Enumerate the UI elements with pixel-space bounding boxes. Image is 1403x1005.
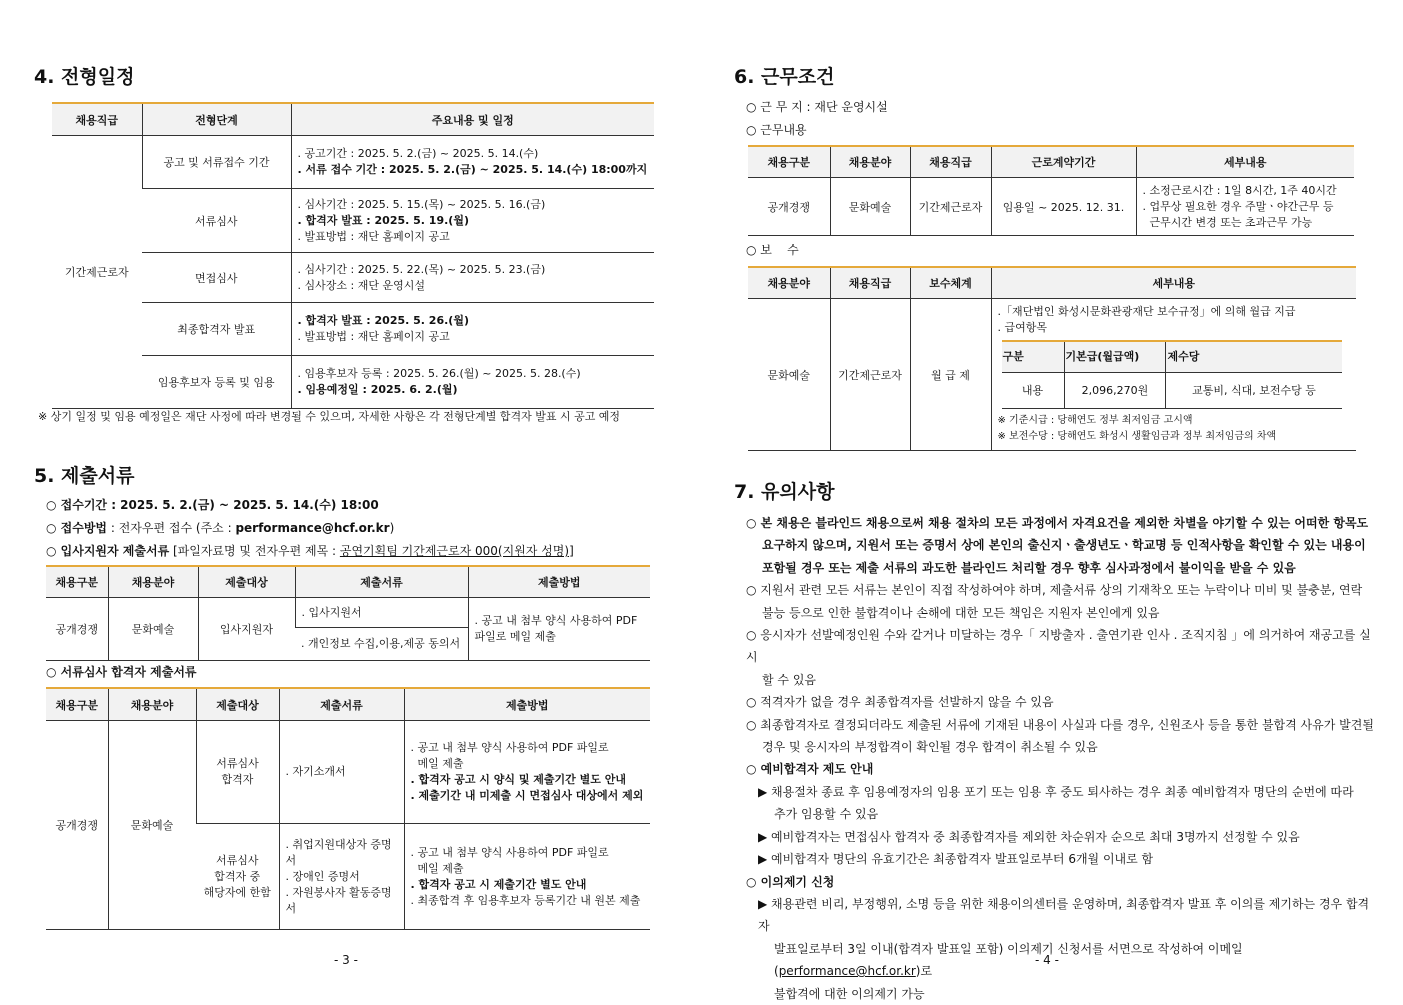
pay-header-details: 세부내용 — [991, 267, 1356, 299]
schedule-line: . 발표방법 : 재단 홈페이지 공고 — [297, 330, 450, 343]
salary-row — [1002, 373, 1342, 409]
section-5-title: 5. 제출서류 — [34, 465, 135, 487]
pass-method-cell — [404, 824, 650, 930]
objection-line: ▶ 채용관련 비리, 부정행위, 소명 등을 위한 채용이의센터를 운영하며, 최종합격자 발표 후 이의를 제기하는 경우 합격자 — [758, 896, 1370, 934]
docs-doc-cell: . 개인정보 수집,이용,제공 동의서 — [295, 628, 468, 661]
work-header-row — [748, 146, 1354, 178]
pass-method-line: . 합격자 공고 시 양식 및 제출기간 별도 안내 — [410, 773, 626, 786]
pass-header-doc: 제출서류 — [279, 688, 404, 721]
docs-header-type: 채용구분 — [46, 566, 108, 598]
schedule-row — [52, 189, 654, 253]
salary-base-cell: 2,096,270원 — [1064, 373, 1166, 409]
schedule-stage-cell: 면접심사 — [142, 253, 291, 303]
notice-line: ○ 지원서 관련 모든 서류는 본인이 직접 작성하여야 하며, 제출서류 상의 기재착오 또는 누락이나 미비 및 불충분, 연락 — [746, 583, 1363, 598]
schedule-line: . 심사기간 : 2025. 5. 22.(목) ~ 2025. 5. 23.(금) — [297, 262, 546, 276]
schedule-stage-cell: 공고 및 서류접수 기간 — [142, 136, 291, 189]
accept-period — [46, 496, 379, 513]
pass-method-line: . 공고 내 첨부 양식 사용하여 PDF 파일로 — [410, 741, 609, 754]
section-4-title: 4. 전형일정 — [34, 66, 135, 88]
salary-header-row — [1002, 341, 1342, 373]
notice-item — [746, 512, 1376, 579]
reserve-line: ▶ 예비합격자는 면접심사 합격자 중 최종합격자를 제외한 차순위자 순으로 최대 3명까지 선정할 수 있음 — [758, 829, 1300, 844]
pay-label: ○ 보 수 — [746, 243, 799, 257]
accept-period-label: ○ 접수기간 : — [46, 498, 121, 512]
applicant-docs — [46, 542, 574, 559]
applicant-docs-header-row — [46, 566, 650, 598]
pass-docs-header-row — [46, 688, 650, 721]
docs-field-cell: 문화예술 — [108, 598, 198, 661]
notice-item — [746, 624, 1376, 691]
salary-header-allowance: 제수당 — [1166, 341, 1342, 373]
schedule-stage-cell: 최종합격자 발표 — [142, 303, 291, 356]
salary-note: ※ 보전수당 : 당해연도 화성시 생활임금과 정부 최저임금의 차액 — [997, 431, 1277, 442]
reserve-item — [746, 781, 1376, 826]
docs-target-cell: 입사지원자 — [198, 598, 295, 661]
pay-header-system: 보수체계 — [910, 267, 991, 299]
salary-header-base: 기본급(월급액) — [1064, 341, 1166, 373]
pay-system-cell: 월 급 제 — [910, 299, 991, 451]
work-type-cell: 공개경쟁 — [748, 178, 830, 236]
pay-header-row — [748, 267, 1356, 299]
work-header-field: 채용분야 — [830, 146, 910, 178]
accept-period-value: 2025. 5. 2.(금) ~ 2025. 5. 14.(수) 18:00 — [120, 498, 379, 512]
work-header-type: 채용구분 — [748, 146, 830, 178]
pass-method-cell — [404, 721, 650, 824]
pass-field-cell: 문화예술 — [108, 721, 196, 930]
schedule-header-position: 채용직급 — [52, 103, 142, 136]
page-number-4: - 4 - — [1035, 953, 1059, 967]
reserve-line: ▶ 채용절차 종료 후 임용예정자의 임용 포기 또는 임용 후 중도 퇴사하는 경우 최종 예비합격자 명단의 순번에 따라 — [758, 784, 1354, 799]
schedule-line: . 임용예정일 : 2025. 6. 2.(월) — [297, 383, 458, 396]
pass-doc-line: . 자원봉사자 활동증명서 — [285, 885, 392, 915]
docs-header-field: 채용분야 — [108, 566, 198, 598]
pass-doc-line: . 취업지원대상자 증명서 — [285, 837, 392, 867]
schedule-header-row — [52, 103, 654, 136]
objection-text: )로 — [915, 964, 933, 979]
pass-docs-label: ○ 서류심사 합격자 제출서류 — [46, 665, 197, 679]
accept-method-end: ) — [389, 521, 395, 535]
work-period-cell: 임용일 ~ 2025. 12. 31. — [991, 178, 1136, 236]
pass-method-line: . 제출기간 내 미제출 시 면접심사 대상에서 제외 — [410, 789, 644, 802]
schedule-note: ※ 상기 일정 및 임용 예정일은 재단 사정에 따라 변경될 수 있으며, 자세한 사항은 각 전형단계별 합격자 발표 시 공고 예정 — [38, 410, 621, 423]
pass-method-line: . 최종합격 후 임용후보자 등록기간 내 원본 제출 — [410, 893, 641, 907]
docs-doc-cell: . 입사지원서 — [295, 598, 468, 628]
docs-header-target: 제출대상 — [198, 566, 295, 598]
pass-header-target: 제출대상 — [196, 688, 279, 721]
schedule-line: . 서류 접수 기간 : 2025. 5. 2.(금) ~ 2025. 5. 14.(수) 18:00까지 — [297, 163, 648, 176]
notice-item — [746, 579, 1376, 624]
notice-line: ○ 최종합격자로 결정되더라도 제출된 서류에 기재된 내용이 사실과 다를 경우, 신원조사 등을 통한 불합격 사유가 발견될 — [746, 717, 1374, 732]
notice-line: 불능 등으로 인한 불합격이나 손해에 대한 모든 책임은 지원자 본인에게 있음 — [762, 605, 1160, 620]
schedule-stage-cell: 서류심사 — [142, 189, 291, 253]
pass-header-field: 채용분야 — [108, 688, 196, 721]
schedule-row — [52, 356, 654, 409]
pass-header-method: 제출방법 — [404, 688, 650, 721]
notice-list — [746, 512, 1376, 1005]
schedule-table — [52, 102, 654, 409]
notice-line: ○ 적격자가 없을 경우 최종합격자를 선발하지 않을 수 있음 — [746, 695, 1054, 710]
work-detail-line: . 소정근로시간 : 1일 8시간, 1주 40시간 — [1142, 183, 1337, 197]
section-6-title: 6. 근무조건 — [734, 66, 835, 88]
page-number-3: - 3 - — [334, 953, 358, 967]
applicant-docs-end: ] — [569, 544, 574, 558]
schedule-content-cell — [291, 303, 654, 356]
schedule-content-cell — [291, 136, 654, 189]
schedule-row — [52, 253, 654, 303]
notice-line: 할 수 있음 — [762, 672, 816, 687]
notice-line: ○ 본 채용은 블라인드 채용으로써 채용 절차의 모든 과정에서 자격요건을 제외한 차별을 야기할 수 있는 어떠한 항목도 — [746, 516, 1369, 530]
schedule-line: . 심사장소 : 재단 운영시설 — [297, 278, 425, 292]
pass-target-cell: 서류심사 합격자 — [196, 721, 279, 824]
applicant-docs-value: [파일자료명 및 전자우편 제목 : — [169, 544, 340, 558]
page-4 — [700, 0, 1403, 1001]
work-header-details: 세부내용 — [1136, 146, 1354, 178]
pay-table — [748, 266, 1356, 451]
salary-header-item: 구분 — [1002, 341, 1065, 373]
page-3 — [0, 0, 700, 992]
objection-line: 불합격에 대한 이의제기 가능 — [774, 986, 925, 1001]
salary-table — [1002, 340, 1342, 409]
applicant-docs-table — [46, 565, 650, 661]
schedule-header-content: 주요내용 및 일정 — [291, 103, 654, 136]
schedule-content-cell — [291, 253, 654, 303]
pay-detail-line: . 급여항목 — [997, 321, 1047, 334]
salary-note: ※ 기준시급 : 당해연도 정부 최저임금 고시액 — [997, 415, 1193, 426]
applicant-docs-filename: 공연기획팀 기간제근로자 000(지원자 성명) — [339, 544, 570, 558]
pay-header-field: 채용분야 — [748, 267, 830, 299]
objection-item — [746, 893, 1376, 1005]
objection-email-link[interactable]: performance@hcf.or.kr — [778, 964, 916, 979]
section-7-title: 7. 유의사항 — [734, 481, 835, 503]
work-header-period: 근로계약기간 — [991, 146, 1136, 178]
pass-method-line: 메일 제출 — [410, 757, 464, 770]
work-detail-line: 근무시간 변경 또는 초과근무 가능 — [1142, 215, 1313, 229]
docs-type-cell: 공개경쟁 — [46, 598, 108, 661]
schedule-row — [52, 136, 654, 189]
accept-method-label: ○ 접수방법 — [46, 521, 108, 535]
work-details-cell — [1136, 178, 1354, 236]
applicant-docs-row — [46, 598, 650, 628]
work-field-cell: 문화예술 — [830, 178, 910, 236]
pass-method-line: 메일 제출 — [410, 861, 464, 875]
schedule-stage-cell: 임용후보자 등록 및 임용 — [142, 356, 291, 409]
objection-line — [758, 938, 1376, 983]
reserve-line: 추가 임용할 수 있음 — [774, 807, 879, 822]
pay-row — [748, 299, 1356, 451]
pass-method-line: . 합격자 공고 시 제출기간 별도 안내 — [410, 877, 587, 891]
pass-doc-line: . 장애인 증명서 — [285, 869, 360, 883]
schedule-line: . 발표방법 : 재단 홈페이지 공고 — [297, 229, 450, 243]
work-row — [748, 178, 1354, 236]
schedule-line: . 합격자 발표 : 2025. 5. 19.(월) — [297, 213, 469, 227]
reserve-line: ▶ 예비합격자 명단의 유효기간은 최종합격자 발표일로부터 6개월 이내로 함 — [758, 852, 1154, 867]
work-table — [748, 145, 1354, 236]
pass-type-cell: 공개경쟁 — [46, 721, 108, 930]
schedule-line: . 합격자 발표 : 2025. 5. 26.(월) — [297, 314, 469, 327]
pass-target-cell: 서류심사 합격자 중 해당자에 한함 — [196, 824, 279, 930]
docs-header-doc: 제출서류 — [295, 566, 468, 598]
schedule-line: . 공고기간 : 2025. 5. 2.(금) ~ 2025. 5. 14.(수) — [297, 147, 539, 160]
accept-method-value: : 전자우편 접수 (주소 : — [107, 521, 236, 535]
schedule-line: . 심사기간 : 2025. 5. 15.(목) ~ 2025. 5. 16.(금) — [297, 197, 546, 211]
schedule-row — [52, 303, 654, 356]
schedule-content-cell — [291, 189, 654, 253]
schedule-content-cell — [291, 356, 654, 409]
work-header-position: 채용직급 — [910, 146, 991, 178]
salary-allowance-cell: 교통비, 식대, 보전수당 등 — [1166, 373, 1342, 409]
objection-label: ○ 이의제기 신청 — [746, 874, 835, 889]
accept-email-link[interactable]: performance@hcf.or.kr — [235, 521, 390, 535]
notice-line: 요구하지 않으며, 지원서 또는 증명서 상에 본인의 출신지ㆍ출생년도ㆍ학교명 등 인적사항을 확인할 수 있는 내용이 — [762, 538, 1366, 553]
applicant-docs-label: ○ 입사지원자 제출서류 — [46, 544, 170, 558]
pay-position-cell: 기간제근로자 — [830, 299, 910, 451]
schedule-position-cell: 기간제근로자 — [52, 136, 142, 409]
salary-item-cell: 내용 — [1002, 373, 1065, 409]
pay-field-cell: 문화예술 — [748, 299, 830, 451]
notice-line: 경우 및 응시자의 부정합격이 확인될 경우 합격이 취소될 수 있음 — [762, 740, 1098, 755]
pay-details-cell — [991, 299, 1356, 451]
work-place: ○ 근 무 지 : 재단 운영시설 — [746, 100, 888, 114]
reserve-label: ○ 예비합격자 제도 안내 — [746, 762, 874, 777]
notice-item — [746, 714, 1376, 759]
pass-doc-cell — [279, 824, 404, 930]
notice-line: 포함될 경우 또는 제출 서류의 과도한 블라인드 처리할 경우 향후 심사과정에서 불이익을 받을 수 있음 — [762, 560, 1296, 575]
work-content-label: ○ 근무내용 — [746, 123, 807, 137]
objection-text: 발표일로부터 3일 이내(합격자 발표일 포함) 이의제기 신청서를 서면으로 작성하여 이메일( — [774, 941, 1243, 979]
docs-method-cell: . 공고 내 첨부 양식 사용하여 PDF 파일로 메일 제출 — [468, 598, 650, 661]
work-detail-line: . 업무상 필요한 경우 주말ㆍ야간근무 등 — [1142, 199, 1334, 213]
docs-header-method: 제출방법 — [468, 566, 650, 598]
accept-method — [46, 519, 394, 536]
pass-method-line: . 공고 내 첨부 양식 사용하여 PDF 파일로 — [410, 845, 609, 859]
pay-detail-line: .「재단법인 화성시문화관광재단 보수규정」에 의해 월급 지급 — [997, 305, 1296, 318]
pass-docs-row — [46, 721, 650, 824]
pass-doc-cell: . 자기소개서 — [279, 721, 404, 824]
work-position-cell: 기간제근로자 — [910, 178, 991, 236]
schedule-header-stage: 전형단계 — [142, 103, 291, 136]
notice-line: ○ 응시자가 선발예정인원 수와 같거나 미달하는 경우「 지방출자 . 출연기관 인사 . 조직지침 」에 의거하여 재공고를 실시 — [746, 628, 1371, 665]
pass-header-type: 채용구분 — [46, 688, 108, 721]
pay-header-position: 채용직급 — [830, 267, 910, 299]
schedule-line: . 임용후보자 등록 : 2025. 5. 26.(월) ~ 2025. 5. 28.(수) — [297, 367, 581, 380]
pass-docs-table — [46, 687, 650, 930]
